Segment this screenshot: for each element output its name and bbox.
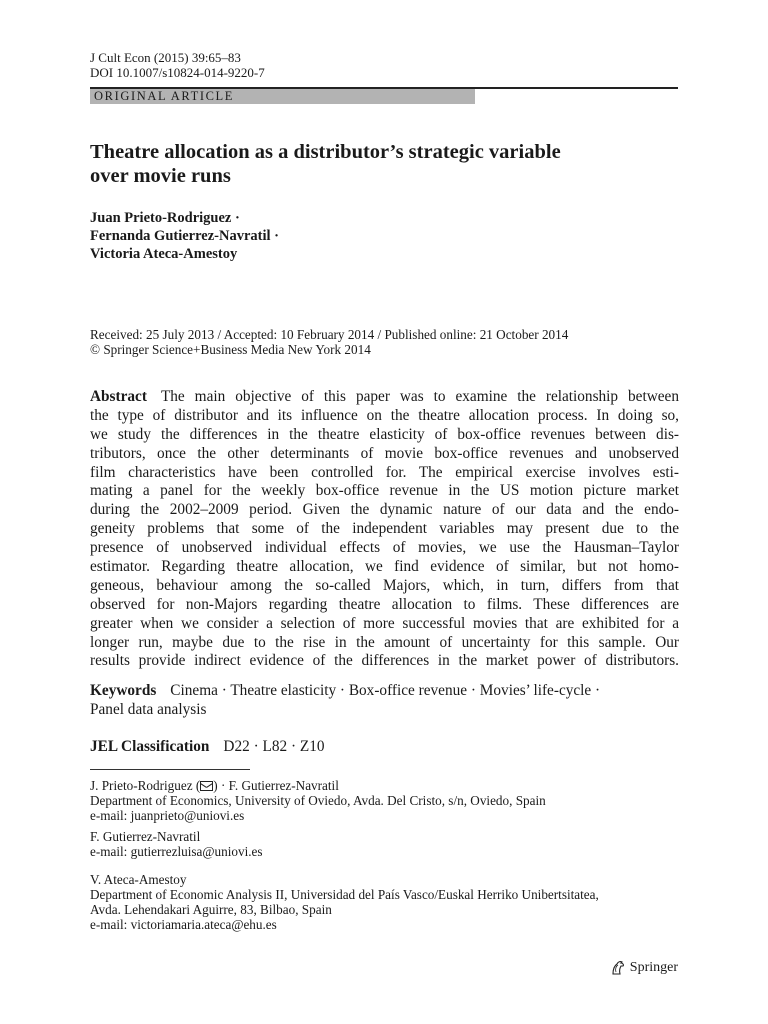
abstract-line: longer run, maybe due to the rise in the amount of uncertainty for this sample. Our bbox=[90, 633, 679, 651]
jel-codes: D22 · L82 · Z10 bbox=[223, 738, 325, 755]
abstract-line: observed for non-Majors regarding theatre allocation to films. These differences are bbox=[90, 595, 679, 613]
keywords-line: Panel data analysis bbox=[90, 700, 207, 718]
abstract bbox=[90, 388, 679, 671]
abstract-line: the type of distributor and its influence on the theatre allocation process. In doing so, bbox=[90, 406, 679, 424]
footnote-rule bbox=[90, 769, 250, 770]
abstract-line: presence of unobserved individual effects of movies, we use the Hausman–Taylor bbox=[90, 539, 679, 557]
doi: DOI 10.1007/s10824-014-9220-7 bbox=[90, 65, 265, 80]
abstract-line-text: The main objective of this paper was to examine the relationship between bbox=[160, 388, 679, 405]
abstract-line: during the 2002–2009 period. Given the dynamic nature of our data and the endo- bbox=[90, 501, 679, 519]
author-line: Victoria Ateca-Amestoy bbox=[90, 246, 238, 262]
abstract-line: mating a panel for the weekly box-office revenue in the US motion picture market bbox=[90, 482, 679, 500]
email-2[interactable]: e-mail: gutierrezluisa@uniovi.es bbox=[90, 844, 263, 859]
abstract-line: greater when we consider a selection of more successful movies that are exhibited for a bbox=[90, 614, 679, 632]
copyright-notice: © Springer Science+Business Media New York 2014 bbox=[90, 342, 371, 357]
paper-title bbox=[90, 140, 690, 188]
author-2-name: F. Gutierrez-Navratil bbox=[90, 829, 201, 844]
abstract-heading: Abstract bbox=[90, 388, 147, 405]
jel-heading: JEL Classification bbox=[90, 738, 210, 755]
publisher-mark bbox=[610, 959, 678, 977]
address-3: Avda. Lehendakari Aguirre, 83, Bilbao, Spain bbox=[90, 902, 332, 917]
abstract-line: results provide indirect evidence of the differences in the market power of distributors. bbox=[90, 652, 679, 670]
springer-horse-icon bbox=[610, 960, 626, 976]
email-3[interactable]: e-mail: victoriamaria.ateca@ehu.es bbox=[90, 917, 277, 932]
author-line: Juan Prieto-Rodriguez · bbox=[90, 210, 240, 226]
abstract-line: geneous, behaviour among the so-called Majors, which, in turn, differs from that bbox=[90, 576, 679, 594]
author-list bbox=[90, 209, 279, 263]
author-line: Fernanda Gutierrez-Navratil · bbox=[90, 228, 279, 244]
abstract-line: geneity problems that some of the independent variables may present due to the bbox=[90, 520, 679, 538]
envelope-icon[interactable] bbox=[200, 781, 213, 791]
abstract-line: tributors, once the other determinants of movie box-office revenues and unobserved bbox=[90, 444, 679, 462]
keywords-text: Cinema · Theatre elasticity · Box-office revenue · Movies’ life-cycle · bbox=[170, 682, 601, 699]
abstract-line bbox=[90, 388, 679, 407]
keywords-heading: Keywords bbox=[90, 682, 157, 699]
article-type-bar bbox=[90, 87, 678, 104]
abstract-line: estimator. Regarding theatre allocation, we find evidence of similar, but not homo- bbox=[90, 558, 679, 576]
email-1[interactable]: e-mail: juanprieto@uniovi.es bbox=[90, 808, 245, 823]
publisher-name: Springer bbox=[629, 960, 678, 975]
abstract-line: we study the differences in the theatre elasticity of box-office revenues between dis- bbox=[90, 425, 679, 443]
journal-reference: J Cult Econ (2015) 39:65–83 bbox=[90, 50, 241, 65]
title-line: Theatre allocation as a distributor’s strategic variable bbox=[90, 141, 561, 163]
affiliation-3: Department of Economic Analysis II, Universidad del País Vasco/Euskal Herriko Unibertsitatea, bbox=[90, 887, 599, 902]
article-type-label: ORIGINAL ARTICLE bbox=[94, 89, 234, 103]
affiliation-1: Department of Economics, University of Oviedo, Avda. Del Cristo, s/n, Oviedo, Spain bbox=[90, 793, 546, 808]
abstract-line: film characteristics have been controlled for. The empirical exercise involves esti- bbox=[90, 463, 679, 481]
corresponding-authors bbox=[90, 778, 339, 794]
author-3-name: V. Ateca-Amestoy bbox=[90, 872, 187, 887]
jel-classification bbox=[90, 738, 325, 757]
publication-dates: Received: 25 July 2013 / Accepted: 10 February 2014 / Published online: 21 October 2014 bbox=[90, 327, 569, 342]
keywords-line bbox=[90, 682, 679, 701]
title-line: over movie runs bbox=[90, 165, 231, 187]
keywords bbox=[90, 682, 679, 720]
author1-coauthor: ) · F. Gutierrez-Navratil bbox=[213, 778, 339, 793]
author1-name: J. Prieto-Rodriguez ( bbox=[90, 778, 201, 793]
